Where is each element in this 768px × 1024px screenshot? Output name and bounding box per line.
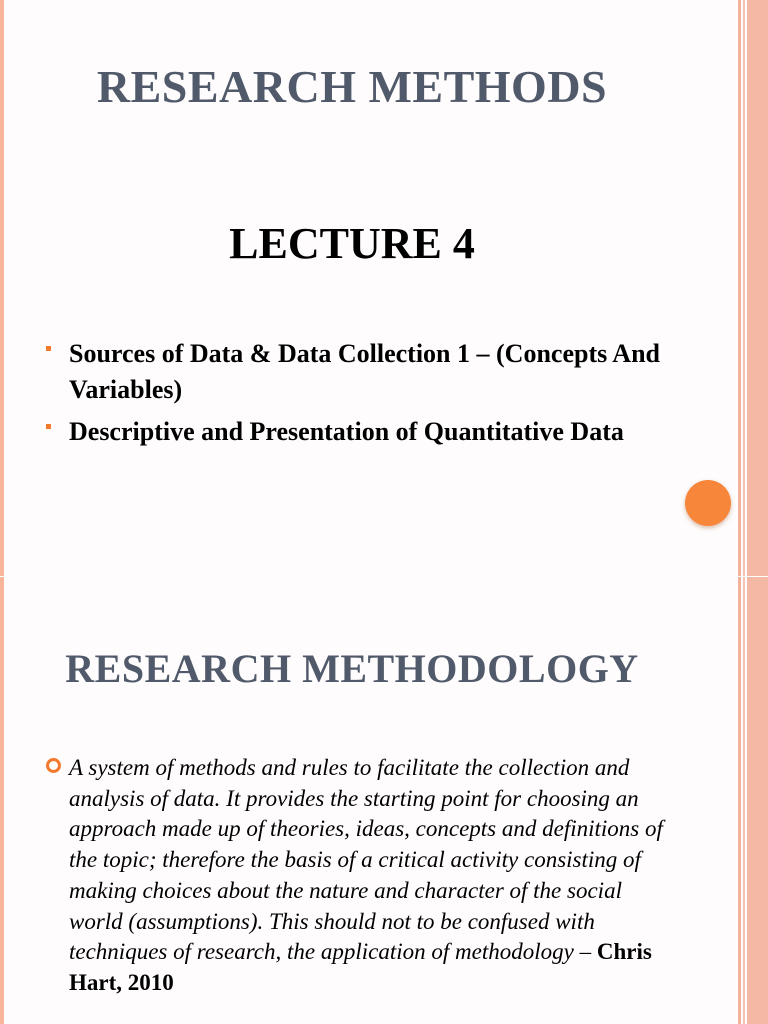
slide-research-methodology <box>0 577 768 1024</box>
definition-list <box>44 753 674 999</box>
square-bullet-icon <box>46 346 51 351</box>
list-item-text: Descriptive and Presentation of Quantitative Data <box>69 417 624 446</box>
list-item <box>44 414 664 450</box>
square-bullet-icon <box>46 424 51 429</box>
citation-author: Chris Hart, 2010 <box>69 939 652 995</box>
list-item <box>44 336 664 408</box>
list-item-text: Sources of Data & Data Collection 1 – (Concepts And Variables) <box>69 339 660 404</box>
right-stripes <box>738 577 768 1024</box>
definition-text: A system of methods and rules to facilitate the collection and analysis of data. It provides the starting point for choosing an approach made up of theories, ideas, concepts and definitions of the topic; therefore the basis of a critical activity consisting of making choices about the nature and character of the social world (assumptions). This should not to be confused with techniques of research, the application of methodology – <box>69 755 663 965</box>
slide-title: RESEARCH METHODS <box>96 61 608 112</box>
list-item <box>44 753 674 999</box>
orange-circle-icon <box>685 480 731 526</box>
ring-bullet-icon <box>46 758 61 773</box>
topic-list <box>44 336 664 456</box>
lecture-subtitle: LECTURE 4 <box>229 219 475 268</box>
right-stripes <box>738 0 768 576</box>
slide-title: RESEARCH METHODOLOGY <box>65 646 639 691</box>
